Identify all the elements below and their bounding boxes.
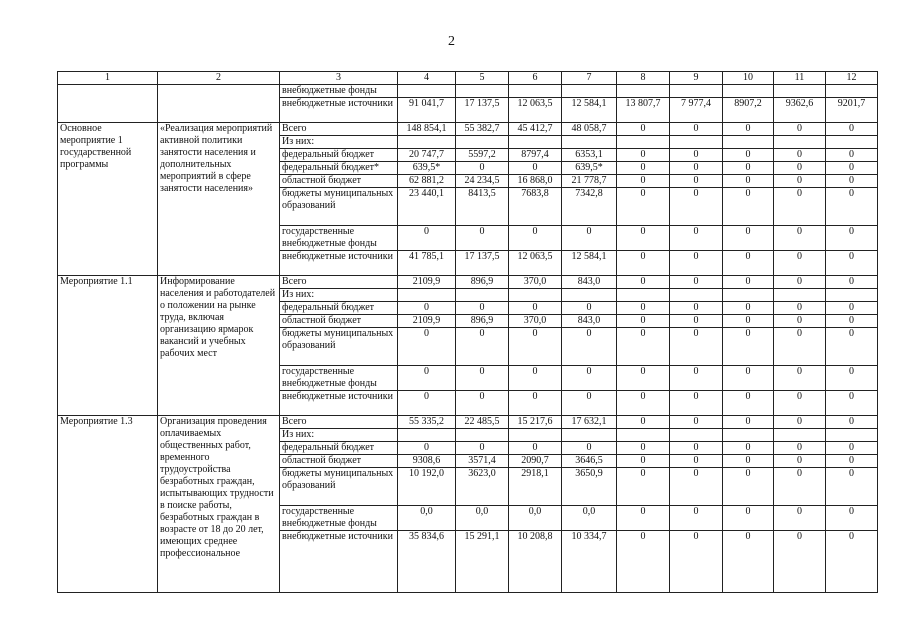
amount-cell: 0 xyxy=(826,506,878,531)
amount-cell: 0 xyxy=(774,226,826,251)
amount-cell: 0 xyxy=(723,366,774,391)
amount-cell: 0 xyxy=(456,302,509,315)
amount-cell: 0 xyxy=(774,302,826,315)
amount-cell: 2109,9 xyxy=(398,276,456,289)
funding-source: государственные внебюджетные фонды xyxy=(280,366,398,391)
amount-cell: 370,0 xyxy=(509,315,562,328)
amount-cell: 0 xyxy=(670,468,723,506)
amount-cell: 896,9 xyxy=(456,276,509,289)
table-row xyxy=(58,416,878,429)
amount-cell: 0 xyxy=(670,123,723,136)
amount-cell: 0 xyxy=(826,315,878,328)
amount-cell xyxy=(670,429,723,442)
funding-source: областной бюджет xyxy=(280,315,398,328)
amount-cell: 0 xyxy=(617,315,670,328)
amount-cell: 0 xyxy=(826,251,878,276)
amount-cell: 0 xyxy=(456,226,509,251)
amount-cell: 0 xyxy=(562,366,617,391)
amount-cell: 12 063,5 xyxy=(509,98,562,123)
amount-cell xyxy=(456,429,509,442)
amount-cell: 8797,4 xyxy=(509,149,562,162)
column-number: 9 xyxy=(670,72,723,85)
amount-cell: 0 xyxy=(723,251,774,276)
amount-cell: 0 xyxy=(398,442,456,455)
amount-cell: 0 xyxy=(826,226,878,251)
amount-cell: 370,0 xyxy=(509,276,562,289)
measure-description: Организация проведения оплачиваемых общественных работ, временного трудоустройства безработных граждан, испытывающих трудности в поиске работы, безработных граждан в возрасте от 18 до 20 лет, имеющих среднее профессиональное xyxy=(158,416,280,593)
amount-cell xyxy=(562,289,617,302)
amount-cell: 0 xyxy=(723,175,774,188)
amount-cell: 7683,8 xyxy=(509,188,562,226)
amount-cell xyxy=(509,136,562,149)
amount-cell: 0 xyxy=(723,123,774,136)
amount-cell: 23 440,1 xyxy=(398,188,456,226)
amount-cell: 22 485,5 xyxy=(456,416,509,429)
amount-cell: 0 xyxy=(562,226,617,251)
amount-cell: 0 xyxy=(826,123,878,136)
funding-table xyxy=(57,71,878,593)
column-number: 11 xyxy=(774,72,826,85)
funding-source: Всего xyxy=(280,276,398,289)
amount-cell xyxy=(562,136,617,149)
funding-source: внебюджетные источники xyxy=(280,98,398,123)
amount-cell: 8907,2 xyxy=(723,98,774,123)
amount-cell: 10 334,7 xyxy=(562,531,617,593)
amount-cell: 0 xyxy=(670,251,723,276)
table-row xyxy=(58,276,878,289)
amount-cell: 7 977,4 xyxy=(670,98,723,123)
amount-cell: 0 xyxy=(826,531,878,593)
amount-cell: 0 xyxy=(670,162,723,175)
funding-source: областной бюджет xyxy=(280,175,398,188)
amount-cell: 0 xyxy=(774,531,826,593)
amount-cell: 0 xyxy=(509,302,562,315)
amount-cell: 0 xyxy=(670,149,723,162)
measure-description: «Реализация мероприятий активной политики занятости населения и дополнительных мероприятий в сфере занятости населения» xyxy=(158,123,280,276)
column-number: 8 xyxy=(617,72,670,85)
amount-cell: 0 xyxy=(723,149,774,162)
amount-cell xyxy=(826,429,878,442)
amount-cell: 10 192,0 xyxy=(398,468,456,506)
amount-cell: 0 xyxy=(723,315,774,328)
amount-cell: 16 868,0 xyxy=(509,175,562,188)
amount-cell: 12 584,1 xyxy=(562,251,617,276)
amount-cell: 3623,0 xyxy=(456,468,509,506)
funding-source: федеральный бюджет xyxy=(280,149,398,162)
amount-cell: 0 xyxy=(723,442,774,455)
funding-source: внебюджетные фонды xyxy=(280,85,398,98)
table-row xyxy=(58,85,878,98)
amount-cell: 0 xyxy=(562,328,617,366)
amount-cell: 0 xyxy=(826,455,878,468)
amount-cell: 0 xyxy=(617,416,670,429)
funding-source: федеральный бюджет xyxy=(280,442,398,455)
amount-cell: 45 412,7 xyxy=(509,123,562,136)
column-number: 1 xyxy=(58,72,158,85)
amount-cell: 0,0 xyxy=(398,506,456,531)
amount-cell xyxy=(774,85,826,98)
amount-cell: 0 xyxy=(774,391,826,416)
amount-cell: 0 xyxy=(617,442,670,455)
amount-cell: 0 xyxy=(509,226,562,251)
page-number: 2 xyxy=(448,34,455,49)
amount-cell: 0 xyxy=(398,226,456,251)
table-row xyxy=(58,123,878,136)
amount-cell: 0 xyxy=(617,226,670,251)
amount-cell: 0 xyxy=(774,276,826,289)
amount-cell: 0 xyxy=(723,188,774,226)
column-number: 2 xyxy=(158,72,280,85)
amount-cell: 0 xyxy=(617,455,670,468)
amount-cell: 0 xyxy=(670,391,723,416)
amount-cell xyxy=(456,136,509,149)
amount-cell: 0 xyxy=(670,302,723,315)
amount-cell: 0 xyxy=(723,328,774,366)
amount-cell: 17 137,5 xyxy=(456,251,509,276)
amount-cell: 0 xyxy=(670,531,723,593)
amount-cell: 8413,5 xyxy=(456,188,509,226)
amount-cell xyxy=(670,136,723,149)
amount-cell: 21 778,7 xyxy=(562,175,617,188)
amount-cell xyxy=(456,85,509,98)
amount-cell: 12 063,5 xyxy=(509,251,562,276)
amount-cell: 0 xyxy=(670,315,723,328)
funding-source: Из них: xyxy=(280,289,398,302)
amount-cell: 0 xyxy=(774,506,826,531)
amount-cell: 0 xyxy=(723,468,774,506)
amount-cell: 0 xyxy=(826,416,878,429)
amount-cell: 639,5* xyxy=(562,162,617,175)
amount-cell: 0,0 xyxy=(456,506,509,531)
amount-cell: 0 xyxy=(826,328,878,366)
amount-cell xyxy=(398,289,456,302)
amount-cell: 0 xyxy=(723,302,774,315)
amount-cell: 0,0 xyxy=(509,506,562,531)
amount-cell xyxy=(670,289,723,302)
amount-cell: 0 xyxy=(670,416,723,429)
amount-cell xyxy=(774,136,826,149)
column-number: 6 xyxy=(509,72,562,85)
amount-cell: 0 xyxy=(826,468,878,506)
amount-cell: 0 xyxy=(670,328,723,366)
amount-cell: 0 xyxy=(670,506,723,531)
amount-cell: 0 xyxy=(670,175,723,188)
funding-source: государственные внебюджетные фонды xyxy=(280,226,398,251)
amount-cell: 17 137,5 xyxy=(456,98,509,123)
amount-cell: 0 xyxy=(774,455,826,468)
amount-cell: 0 xyxy=(617,328,670,366)
amount-cell: 0 xyxy=(670,442,723,455)
amount-cell: 0 xyxy=(670,276,723,289)
measure-name: Мероприятие 1.3 xyxy=(58,416,158,593)
amount-cell: 0 xyxy=(826,188,878,226)
amount-cell xyxy=(562,429,617,442)
amount-cell: 3646,5 xyxy=(562,455,617,468)
column-number: 12 xyxy=(826,72,878,85)
amount-cell: 0 xyxy=(670,455,723,468)
amount-cell xyxy=(398,136,456,149)
amount-cell: 55 335,2 xyxy=(398,416,456,429)
column-number-row xyxy=(58,72,878,85)
amount-cell: 0 xyxy=(562,391,617,416)
amount-cell: 843,0 xyxy=(562,276,617,289)
amount-cell xyxy=(617,85,670,98)
amount-cell: 0 xyxy=(509,391,562,416)
funding-source: бюджеты муниципальных образований xyxy=(280,188,398,226)
amount-cell xyxy=(723,289,774,302)
amount-cell: 7342,8 xyxy=(562,188,617,226)
amount-cell xyxy=(562,85,617,98)
amount-cell: 0 xyxy=(456,391,509,416)
amount-cell: 15 291,1 xyxy=(456,531,509,593)
amount-cell: 2918,1 xyxy=(509,468,562,506)
amount-cell xyxy=(826,136,878,149)
amount-cell: 148 854,1 xyxy=(398,123,456,136)
funding-source: Всего xyxy=(280,123,398,136)
amount-cell: 62 881,2 xyxy=(398,175,456,188)
column-number: 3 xyxy=(280,72,398,85)
amount-cell: 0 xyxy=(826,276,878,289)
amount-cell: 0 xyxy=(774,175,826,188)
amount-cell: 639,5* xyxy=(398,162,456,175)
amount-cell xyxy=(456,289,509,302)
amount-cell: 35 834,6 xyxy=(398,531,456,593)
amount-cell: 0 xyxy=(617,251,670,276)
funding-source: Из них: xyxy=(280,136,398,149)
funding-source: бюджеты муниципальных образований xyxy=(280,468,398,506)
amount-cell: 6353,1 xyxy=(562,149,617,162)
amount-cell xyxy=(723,85,774,98)
amount-cell: 15 217,6 xyxy=(509,416,562,429)
amount-cell: 0 xyxy=(826,175,878,188)
amount-cell xyxy=(509,289,562,302)
amount-cell: 0 xyxy=(617,276,670,289)
column-number: 5 xyxy=(456,72,509,85)
funding-source: федеральный бюджет* xyxy=(280,162,398,175)
measure-name: Мероприятие 1.1 xyxy=(58,276,158,416)
amount-cell: 0 xyxy=(509,162,562,175)
amount-cell: 0 xyxy=(774,328,826,366)
amount-cell: 0 xyxy=(617,468,670,506)
amount-cell: 0 xyxy=(826,366,878,391)
amount-cell: 0 xyxy=(774,468,826,506)
amount-cell: 0 xyxy=(774,315,826,328)
amount-cell: 0 xyxy=(826,391,878,416)
amount-cell: 2090,7 xyxy=(509,455,562,468)
amount-cell: 0 xyxy=(670,188,723,226)
amount-cell: 0 xyxy=(456,162,509,175)
amount-cell: 17 632,1 xyxy=(562,416,617,429)
amount-cell: 9201,7 xyxy=(826,98,878,123)
amount-cell: 0 xyxy=(398,302,456,315)
amount-cell: 48 058,7 xyxy=(562,123,617,136)
amount-cell: 0 xyxy=(456,442,509,455)
amount-cell xyxy=(509,85,562,98)
amount-cell: 0 xyxy=(456,328,509,366)
amount-cell xyxy=(670,85,723,98)
amount-cell: 0 xyxy=(509,366,562,391)
funding-source: внебюджетные источники xyxy=(280,391,398,416)
amount-cell: 12 584,1 xyxy=(562,98,617,123)
amount-cell: 0 xyxy=(774,416,826,429)
column-number: 7 xyxy=(562,72,617,85)
amount-cell: 0 xyxy=(617,366,670,391)
amount-cell: 0 xyxy=(670,366,723,391)
amount-cell: 0 xyxy=(723,276,774,289)
amount-cell: 91 041,7 xyxy=(398,98,456,123)
amount-cell: 24 234,5 xyxy=(456,175,509,188)
amount-cell: 0,0 xyxy=(562,506,617,531)
amount-cell: 0 xyxy=(670,226,723,251)
amount-cell: 0 xyxy=(723,416,774,429)
amount-cell: 0 xyxy=(723,455,774,468)
amount-cell: 0 xyxy=(774,188,826,226)
amount-cell: 20 747,7 xyxy=(398,149,456,162)
amount-cell: 5597,2 xyxy=(456,149,509,162)
amount-cell: 0 xyxy=(723,531,774,593)
amount-cell: 0 xyxy=(398,328,456,366)
amount-cell: 0 xyxy=(562,442,617,455)
amount-cell xyxy=(774,429,826,442)
measure-description xyxy=(158,85,280,123)
amount-cell: 0 xyxy=(826,162,878,175)
amount-cell: 0 xyxy=(617,123,670,136)
amount-cell: 0 xyxy=(774,149,826,162)
amount-cell: 41 785,1 xyxy=(398,251,456,276)
funding-source: внебюджетные источники xyxy=(280,251,398,276)
funding-source: федеральный бюджет xyxy=(280,302,398,315)
amount-cell xyxy=(617,136,670,149)
amount-cell: 2109,9 xyxy=(398,315,456,328)
amount-cell: 55 382,7 xyxy=(456,123,509,136)
amount-cell: 0 xyxy=(617,162,670,175)
funding-source: Всего xyxy=(280,416,398,429)
amount-cell: 3571,4 xyxy=(456,455,509,468)
column-number: 4 xyxy=(398,72,456,85)
amount-cell xyxy=(826,289,878,302)
amount-cell: 0 xyxy=(774,366,826,391)
funding-source: Из них: xyxy=(280,429,398,442)
amount-cell: 896,9 xyxy=(456,315,509,328)
amount-cell xyxy=(398,429,456,442)
funding-source: государственные внебюджетные фонды xyxy=(280,506,398,531)
amount-cell: 0 xyxy=(617,188,670,226)
amount-cell: 0 xyxy=(723,162,774,175)
amount-cell: 0 xyxy=(617,531,670,593)
amount-cell: 0 xyxy=(617,149,670,162)
amount-cell: 0 xyxy=(826,442,878,455)
amount-cell: 9362,6 xyxy=(774,98,826,123)
amount-cell: 10 208,8 xyxy=(509,531,562,593)
amount-cell: 0 xyxy=(617,302,670,315)
amount-cell: 0 xyxy=(826,302,878,315)
amount-cell xyxy=(398,85,456,98)
amount-cell: 0 xyxy=(774,123,826,136)
amount-cell: 9308,6 xyxy=(398,455,456,468)
amount-cell: 0 xyxy=(398,366,456,391)
measure-description: Информирование населения и работодателей о положении на рынке труда, включая организацию ярмарок вакансий и учебных рабочих мест xyxy=(158,276,280,416)
funding-source: бюджеты муниципальных образований xyxy=(280,328,398,366)
amount-cell: 0 xyxy=(398,391,456,416)
amount-cell: 0 xyxy=(774,162,826,175)
amount-cell xyxy=(774,289,826,302)
amount-cell xyxy=(826,85,878,98)
amount-cell: 0 xyxy=(509,442,562,455)
amount-cell: 0 xyxy=(723,506,774,531)
amount-cell xyxy=(723,429,774,442)
measure-name: Основное мероприятие 1 государственной программы xyxy=(58,123,158,276)
amount-cell xyxy=(617,289,670,302)
amount-cell xyxy=(723,136,774,149)
amount-cell: 843,0 xyxy=(562,315,617,328)
amount-cell: 0 xyxy=(826,149,878,162)
column-number: 10 xyxy=(723,72,774,85)
funding-source: областной бюджет xyxy=(280,455,398,468)
amount-cell: 3650,9 xyxy=(562,468,617,506)
amount-cell: 0 xyxy=(456,366,509,391)
amount-cell: 0 xyxy=(774,251,826,276)
amount-cell: 0 xyxy=(723,226,774,251)
amount-cell: 13 807,7 xyxy=(617,98,670,123)
amount-cell: 0 xyxy=(562,302,617,315)
amount-cell: 0 xyxy=(723,391,774,416)
funding-source: внебюджетные источники xyxy=(280,531,398,593)
amount-cell: 0 xyxy=(617,391,670,416)
amount-cell: 0 xyxy=(774,442,826,455)
amount-cell: 0 xyxy=(509,328,562,366)
amount-cell xyxy=(509,429,562,442)
amount-cell: 0 xyxy=(617,175,670,188)
amount-cell xyxy=(617,429,670,442)
measure-name xyxy=(58,85,158,123)
amount-cell: 0 xyxy=(617,506,670,531)
